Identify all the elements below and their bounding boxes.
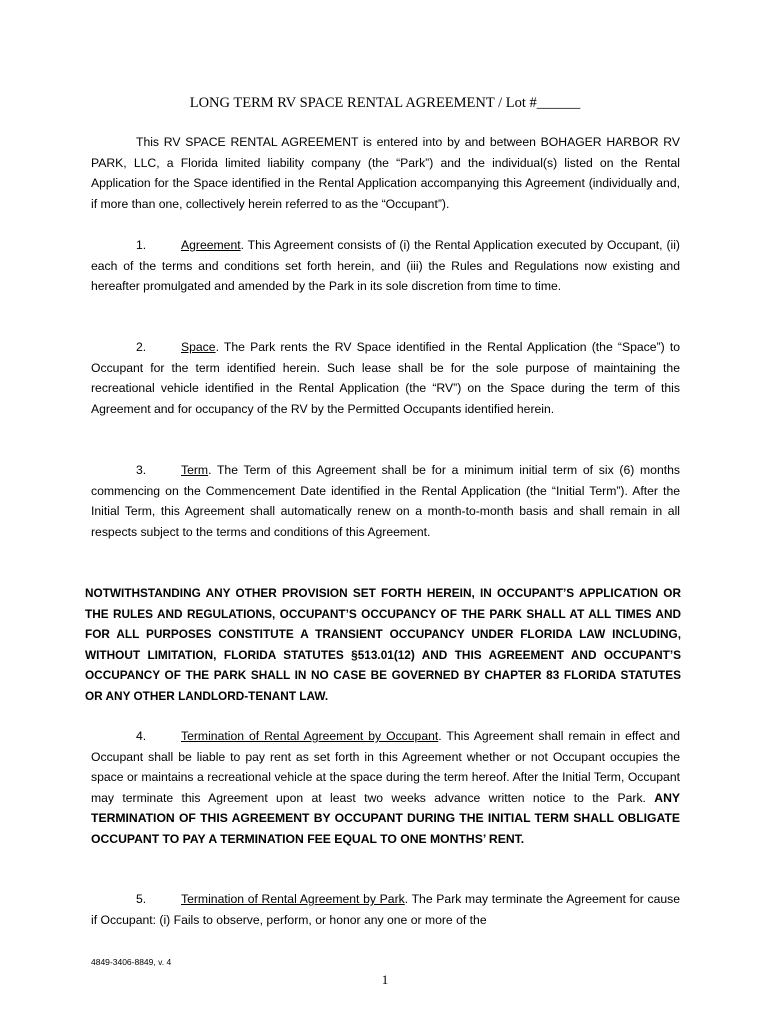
section-4-bold-text: ANY TERMINATION OF THIS AGREEMENT BY OCCUPANT DURING THE INITIAL TERM SHALL OBLIGATE OCCUPANT TO PAY A TERMINATION FEE EQUAL TO ONE MONTHS’ RENT. [91,790,680,846]
section-2 [91,337,680,419]
section-3 [91,460,680,542]
section-5 [91,889,680,930]
section-1-text: . This Agreement consists of (i) the Rental Application executed by Occupant, (ii) each of the terms and conditions set forth herein, and (iii) the Rules and Regulations now existing and hereafter promulgated and amended by the Park in its sole discretion from time to time. [91,238,680,294]
section-2-text: . The Park rents the RV Space identified in the Rental Application (the “Space”) to Occupant for the term identified herein. Such lease shall be for the sole purpose of maintaining the recreational vehicle identified in the Rental Application (the “RV”) on the Space during the term of this Agreement and for occupancy of the RV by the Permitted Occupants identified herein. [91,340,680,416]
section-3-heading: Term [181,463,209,477]
section-5-text: . The Park may terminate the Agreement for cause if Occupant: (i) Fails to observe, perform, or honor any one or more of the [91,892,680,927]
section-2-heading: Space [181,340,216,354]
section-4 [91,726,680,850]
section-2-number: 2. [136,340,147,354]
section-1 [91,235,680,297]
intro-text: This RV SPACE RENTAL AGREEMENT is entered into by and between BOHAGER HARBOR RV PARK, LLC, a Florida limited liability company (the “Park”) and the individual(s) listed on the Rental Application for the Space identified in the Rental Application accompanying this Agreement (individually and, if more than one, collectively herein referred to as the “Occupant”). [91,135,680,211]
section-4-number: 4. [136,729,147,743]
section-4-text: . This Agreement shall remain in effect and Occupant shall be liable to pay rent as set forth in this Agreement whether or not Occupant occupies the space or maintains a recreational vehicle at the space during the term hereof. After the Initial Term, Occupant may terminate this Agreement upon at least two weeks advance written notice to the Park. [91,729,680,805]
section-3-text: . The Term of this Agreement shall be for a minimum initial term of six (6) months commencing on the Commencement Date identified in the Rental Application (the “Initial Term”). After the Initial Term, this Agreement shall automatically renew on a month-to-month basis and shall remain in all respects subject to the terms and conditions of this Agreement. [91,463,680,539]
document-id-footer: 4849-3406-8849, v. 4 [91,957,172,967]
page-number: 1 [381,972,389,987]
intro-paragraph [91,132,680,214]
section-5-heading: Termination of Rental Agreement by Park [181,892,405,906]
section-3-number: 3. [136,463,147,477]
notwithstanding-paragraph: NOTWITHSTANDING ANY OTHER PROVISION SET FORTH HEREIN, IN OCCUPANT’S APPLICATION OR THE RULES AND REGULATIONS, OCCUPANT’S OCCUPANCY OF THE PARK SHALL AT ALL TIMES AND FOR ALL PURPOSES CONSTITUTE A TRANSIENT OCCUPANCY UNDER FLORIDA LAW INCLUDING, WITHOUT LIMITATION, FLORIDA STATUTES §513.01(12) AND THIS AGREEMENT AND OCCUPANT’S OCCUPANCY OF THE PARK SHALL IN NO CASE BE GOVERNED BY CHAPTER 83 FLORIDA STATUTES OR ANY OTHER LANDLORD-TENANT LAW. [85,586,681,703]
section-1-number: 1. [136,238,147,252]
section-5-number: 5. [136,892,147,906]
section-1-heading: Agreement [181,238,241,252]
section-4-heading: Termination of Rental Agreement by Occupant [181,729,439,743]
document-title: LONG TERM RV SPACE RENTAL AGREEMENT / Lot #______ [189,95,581,111]
